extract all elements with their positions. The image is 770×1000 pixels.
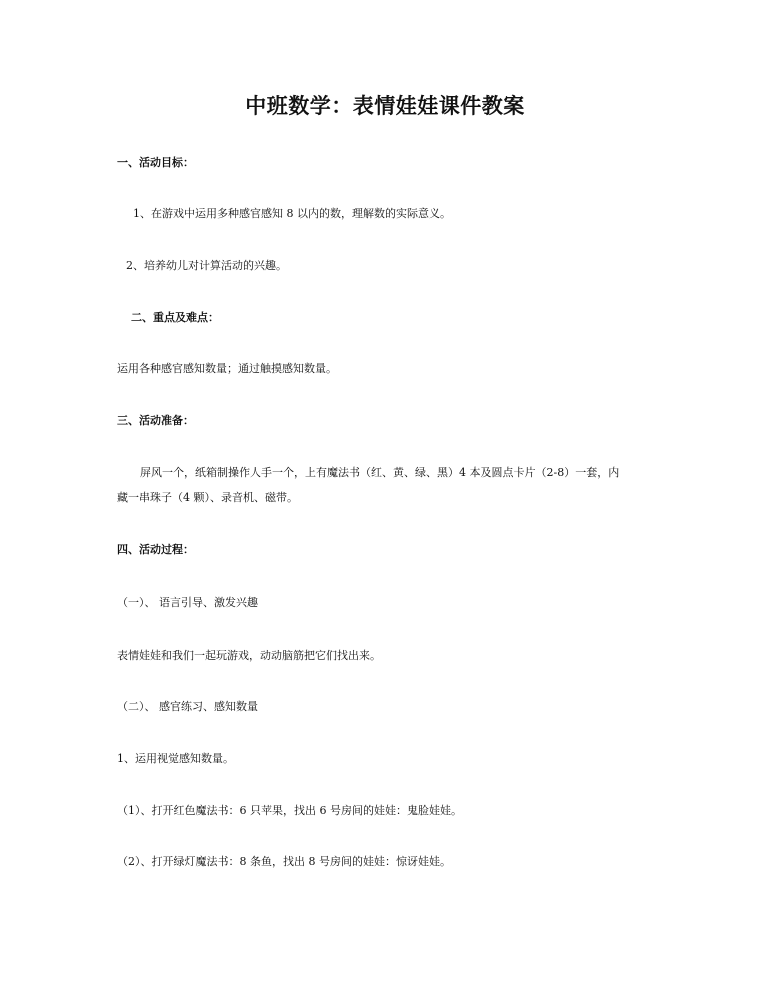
heading-activity-preparation: 三、活动准备： [117,414,194,427]
process-step-1: 1、运用视觉感知数量。 [117,752,234,765]
heading-activity-process: 四、活动过程： [117,543,194,556]
heading-key-difficult-points: 二、重点及难点： [131,311,219,324]
process-section-1-text: 表情娃娃和我们一起玩游戏，动动脑筋把它们找出来。 [117,649,381,662]
key-points-text: 运用各种感官感知数量；通过触摸感知数量。 [117,362,337,375]
heading-activity-goals: 一、活动目标： [117,156,194,169]
goal-item-1: 1、在游戏中运用多种感官感知 8 以内的数，理解数的实际意义。 [133,207,451,220]
process-section-1: （一）、 语言引导、激发兴趣 [117,596,258,609]
process-section-2: （二）、 感官练习、感知数量 [117,700,258,713]
document-title: 中班数学：表情娃娃课件教案 [245,93,525,118]
preparation-text-line-2: 藏一串珠子（4 颗）、录音机、磁带。 [117,491,298,504]
process-step-1-sub-1: （1）、打开红色魔法书：6 只苹果，找出 6 号房间的娃娃：鬼脸娃娃。 [117,804,462,817]
goal-item-2: 2、培养幼儿对计算活动的兴趣。 [126,259,287,272]
process-step-1-sub-2: （2）、打开绿灯魔法书：8 条鱼，找出 8 号房间的娃娃：惊讶娃娃。 [117,855,451,868]
preparation-text-line-1: 屏风一个，纸箱制操作人手一个，上有魔法书（红、黄、绿、黑）4 本及圆点卡片（2-8）一套，内 [140,466,620,479]
